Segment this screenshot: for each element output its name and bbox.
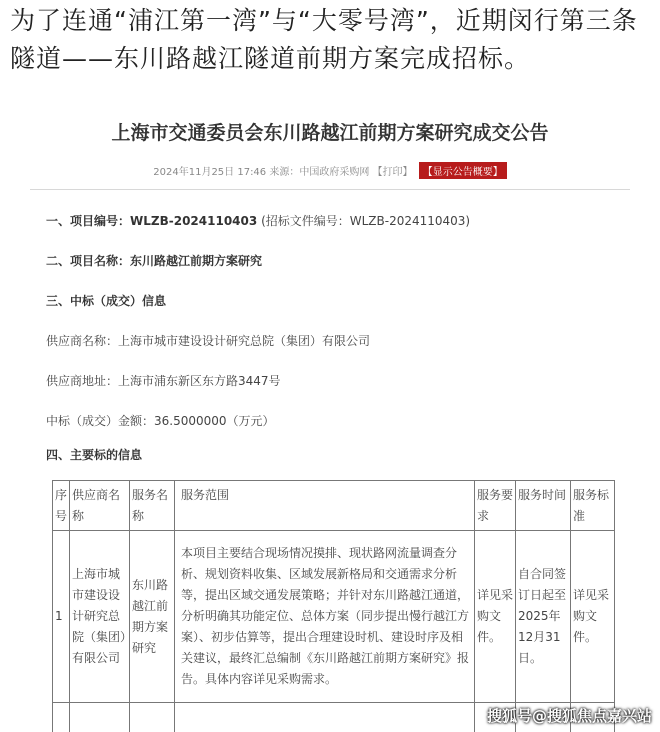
cell-service-scope: 本项目主要结合现场情况摸排、现状路网流量调查分析、规划资料收集、区域发展新格局和交通需求分析等，提出区域交通发展策略；并针对东川路越江通道，分析明确其功能定位、总体方案（同步提出慢行越江方案）、初步估算等，提出合理建设时机、建设时序及相关建议，最终汇总编制《东川路越江前期方案研究》报告。具体内容详见采购需求。: [175, 531, 475, 703]
show-summary-button[interactable]: 【显示公告概要】: [419, 162, 507, 179]
cell-service-name: 东川路越江前期方案研究: [130, 531, 175, 703]
header-service-time: 服务时间: [516, 481, 571, 531]
award-amount: 中标（成交）金额：36.5000000（万元）: [46, 414, 275, 428]
empty-cell: [130, 703, 175, 732]
cell-service-time: 自合同签订日起至2025年12月31日。: [516, 531, 571, 703]
supplier-address: 供应商地址：上海市浦东新区东方路3447号: [46, 374, 281, 388]
cell-service-requirement: 详见采购文件。: [475, 531, 516, 703]
empty-cell: [70, 703, 130, 732]
project-number-label: 一、项目编号：: [46, 214, 131, 228]
divider: [30, 189, 630, 190]
print-link[interactable]: 【打印】: [372, 167, 413, 178]
header-seq: 序号: [53, 481, 70, 531]
header-service-requirement: 服务要求: [475, 481, 516, 531]
table-header-row: [53, 481, 615, 531]
subject-table: [52, 480, 615, 732]
empty-cell: [175, 703, 475, 732]
cell-seq: 1: [53, 531, 70, 703]
project-name-value: 东川路越江前期方案研究: [130, 254, 263, 268]
header-service-scope: 服务范围: [175, 481, 475, 531]
cell-supplier: 上海市城市建设设计研究总院（集团）有限公司: [70, 531, 130, 703]
project-number-value: WLZB-2024110403: [130, 214, 258, 228]
publish-date: 2024年11月25日 17:46: [153, 167, 267, 178]
cell-service-standard: 详见采购文件。: [571, 531, 615, 703]
project-name-label: 二、项目名称：: [46, 254, 131, 268]
project-name: [46, 252, 262, 269]
header-service-standard: 服务标准: [571, 481, 615, 531]
section-award-info: 三、中标（成交）信息: [46, 294, 167, 308]
source: 来源：中国政府采购网: [269, 167, 370, 178]
header-service-name: 服务名称: [130, 481, 175, 531]
empty-cell: [53, 703, 70, 732]
announcement-meta: [0, 162, 660, 179]
tender-doc-number: (招标文件编号：WLZB-2024110403): [261, 214, 471, 228]
watermark: 搜狐号@搜狐焦点嘉兴站: [486, 707, 652, 725]
header-supplier: 供应商名称: [70, 481, 130, 531]
section-main-subject: 四、主要标的信息: [46, 448, 143, 462]
table-row: [53, 531, 615, 703]
intro-paragraph: 为了连通“浦江第一湾”与“大零号湾”，近期闵行第三条隧道——东川路越江隧道前期方案完成招标。: [10, 6, 638, 73]
announcement-title: 上海市交通委员会东川路越江前期方案研究成交公告: [111, 122, 549, 144]
project-number: [46, 212, 470, 229]
supplier-name: 供应商名称：上海市城市建设设计研究总院（集团）有限公司: [46, 334, 371, 348]
